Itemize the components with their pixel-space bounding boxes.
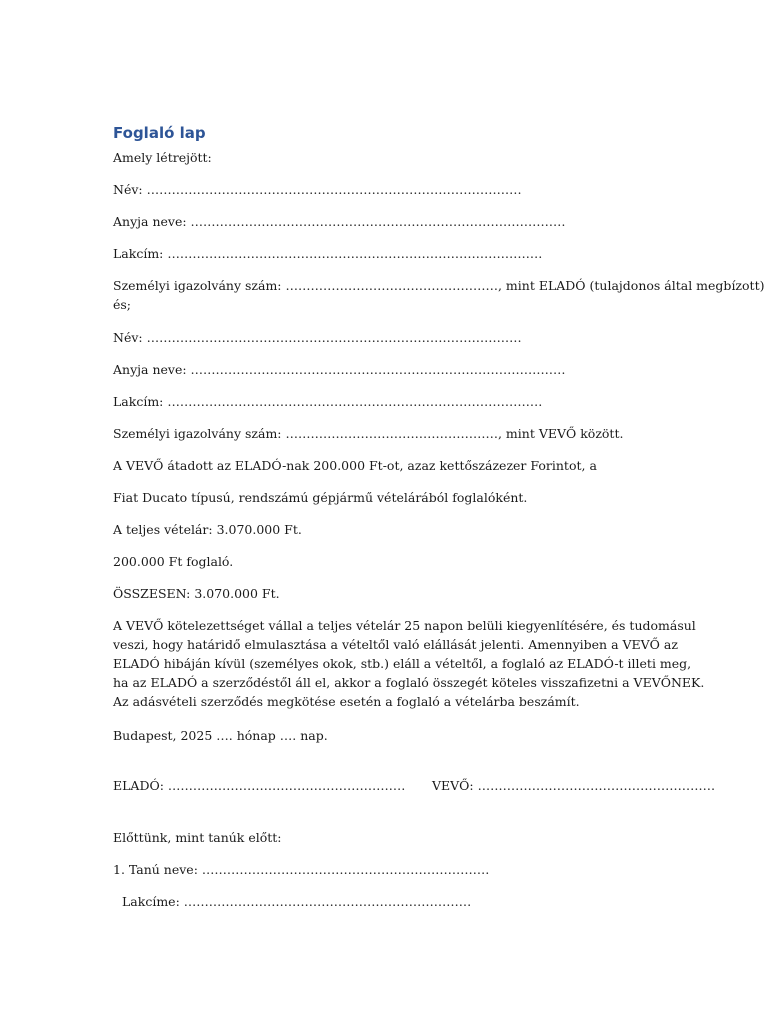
- seller-conjunction: és;: [113, 297, 132, 312]
- witness1-address-field: Lakcíme: ……………………………………………………………: [122, 894, 472, 909]
- buyer-id-number-field: Személyi igazolvány szám: ……………………………………………, mint VEVŐ között.: [113, 426, 624, 441]
- buyer-mother-name-field: Anyja neve: ………………………………………………………………………………: [113, 362, 566, 377]
- total-price-text: A teljes vételár: 3.070.000 Ft.: [113, 522, 302, 537]
- terms-line: Az adásvételi szerződés megkötése esetén a foglaló a vételárba beszámít.: [113, 694, 580, 709]
- buyer-name-field: Név: ………………………………………………………………………………: [113, 330, 522, 345]
- deposit-text: 200.000 Ft foglaló.: [113, 554, 234, 569]
- terms-line: veszi, hogy határidő elmulasztása a vételtől való elállását jelenti. Amennyiben a VEVŐ az: [113, 637, 678, 652]
- vehicle-text: Fiat Ducato típusú, rendszámú gépjármű vételárából foglalóként.: [113, 490, 528, 505]
- seller-address-field: Lakcím: ………………………………………………………………………………: [113, 246, 543, 261]
- transfer-text: A VEVŐ átadott az ELADÓ-nak 200.000 Ft-ot, azaz kettőszázezer Forintot, a: [113, 458, 597, 473]
- buyer-signature-field: VEVŐ: …………………………………………………: [432, 778, 716, 793]
- seller-mother-name-field: Anyja neve: ………………………………………………………………………………: [113, 214, 566, 229]
- terms-line: ELADÓ hibáján kívül (személyes okok, stb.) eláll a vételtől, a foglaló az ELADÓ-t illeti meg,: [113, 656, 692, 671]
- sum-text: ÖSSZESEN: 3.070.000 Ft.: [113, 586, 280, 601]
- buyer-address-field: Lakcím: ………………………………………………………………………………: [113, 394, 543, 409]
- witness1-name-field: 1. Tanú neve: ……………………………………………………………: [113, 862, 490, 877]
- seller-id-number-field: Személyi igazolvány szám: ……………………………………………, mint ELADÓ (tulajdonos által megbízott): [113, 278, 765, 293]
- seller-signature-field: ELADÓ: …………………………………………………: [113, 778, 406, 793]
- witness-intro-text: Előttünk, mint tanúk előtt:: [113, 830, 282, 845]
- document-title: Foglaló lap: [113, 124, 206, 142]
- seller-name-field: Név: ………………………………………………………………………………: [113, 182, 522, 197]
- intro-text: Amely létrejött:: [113, 150, 212, 165]
- terms-line: A VEVŐ kötelezettséget vállal a teljes vételár 25 napon belüli kiegyenlítésére, és tudomásul: [113, 618, 696, 633]
- terms-line: ha az ELADÓ a szerződéstől áll el, akkor a foglaló összegét köteles visszafizetni a VEVŐNEK.: [113, 675, 705, 690]
- place-date-text: Budapest, 2025 …. hónap …. nap.: [113, 728, 328, 743]
